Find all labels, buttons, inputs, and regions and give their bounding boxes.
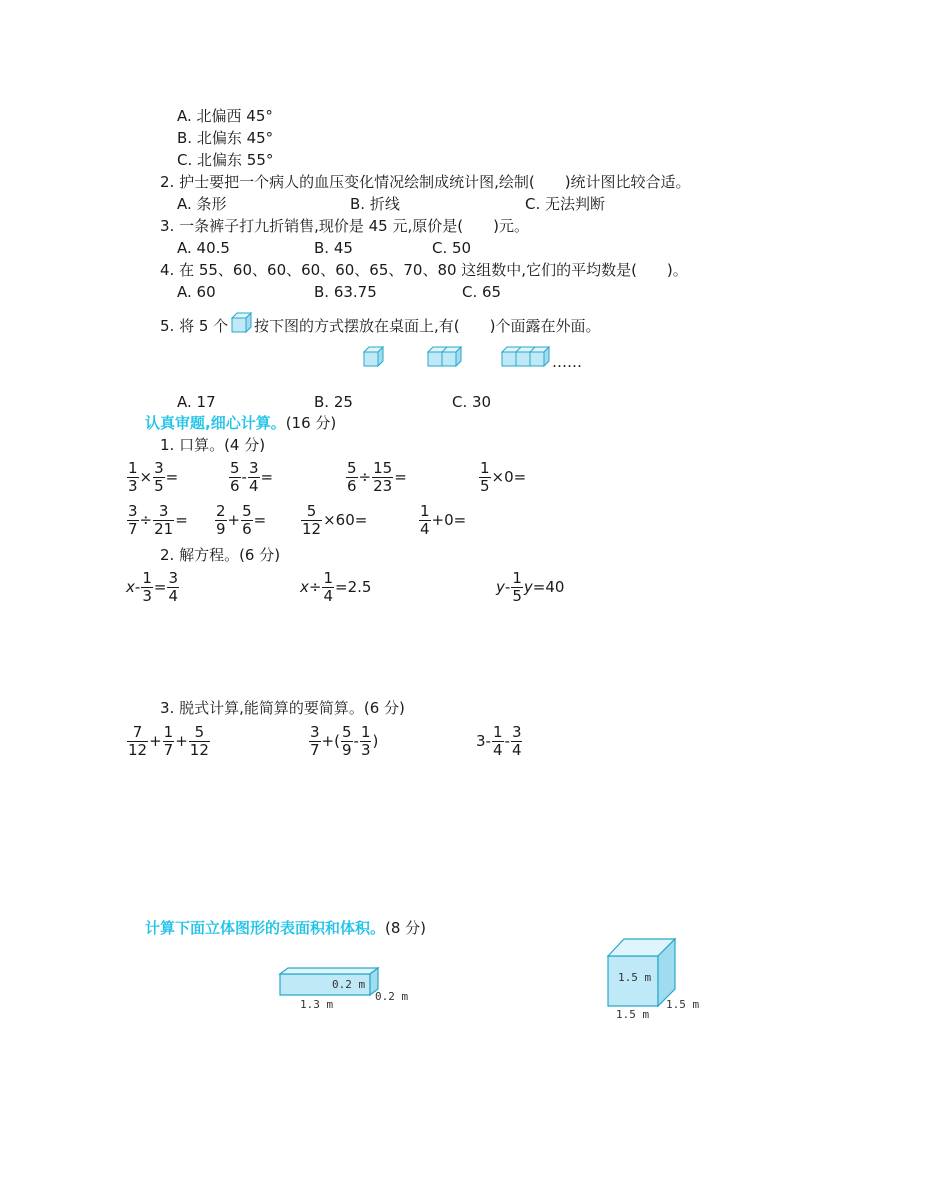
- q5-text-after: 按下图的方式摆放在桌面上,有( )个面露在外面。: [254, 317, 601, 335]
- q5-option-c: C. 30: [452, 393, 492, 411]
- q4-option-a: A. 60: [177, 283, 216, 301]
- cube-figure: [600, 934, 715, 1026]
- oral-expr-3: $\frac{5}{6}$ ÷ $\frac{15}{23}$ =: [347, 459, 407, 495]
- q1-option-c: C. 北偏东 55°: [177, 151, 274, 169]
- q4-option-b: B. 63.75: [314, 283, 377, 301]
- oral-expr-5: $\frac{3}{7}$ ÷ $\frac{3}{21}$ =: [128, 502, 188, 538]
- stepwise-expr-3: 3- $\frac{1}{4}$ - $\frac{3}{4}$: [476, 723, 522, 759]
- section-3-heading: [145, 918, 426, 938]
- section-3-title: 计算下面立体图形的表面积和体积。: [145, 919, 386, 937]
- cuboid-right-label: 0.2 m: [375, 990, 409, 1003]
- q3-option-c: C. 50: [432, 239, 472, 257]
- q4-text: 4. 在 55、60、60、60、60、65、70、80 这组数中,它们的平均数是( )。: [160, 261, 688, 279]
- q5-text-before: 5. 将 5 个: [160, 317, 229, 335]
- oral-expr-1: $\frac{1}{3}$ × $\frac{3}{5}$ =: [128, 459, 179, 495]
- q1-option-b: B. 北偏东 45°: [177, 129, 274, 147]
- q1-option-a: A. 北偏西 45°: [177, 107, 273, 125]
- equation-1: x- $\frac{1}{3}$ = $\frac{3}{4}$: [126, 569, 178, 605]
- section-2-points: (16 分): [285, 414, 337, 432]
- cuboid-figure: [270, 960, 430, 1016]
- cube-bottom-label: 1.5 m: [616, 1008, 650, 1021]
- equation-3: y- $\frac{1}{5}$ y=40: [496, 569, 565, 605]
- cuboid-bottom-label: 1.3 m: [300, 998, 334, 1011]
- three-cubes-figure: [500, 346, 552, 368]
- stepwise-expr-1: $\frac{7}{12}$ + $\frac{1}{7}$ + $\frac{5}{12}$: [128, 723, 209, 759]
- q2-option-c: C. 无法判断: [525, 195, 606, 213]
- oral-expr-6: $\frac{2}{9}$ + $\frac{5}{6}$ =: [216, 502, 267, 538]
- equations-heading: 2. 解方程。(6 分): [160, 546, 281, 564]
- q5-ellipsis: ……: [552, 353, 582, 371]
- oral-expr-8: $\frac{1}{4}$ +0=: [420, 502, 467, 538]
- cube-front-label: 1.5 m: [618, 971, 652, 984]
- section-2-title: 认真审题,细心计算。: [145, 414, 286, 432]
- q5-option-a: A. 17: [177, 393, 216, 411]
- oral-expr-4: $\frac{1}{5}$ ×0=: [480, 459, 527, 495]
- q2-option-a: A. 条形: [177, 195, 227, 213]
- section-3-points: (8 分): [385, 919, 427, 937]
- stepwise-heading: 3. 脱式计算,能简算的要简算。(6 分): [160, 699, 405, 717]
- cube-right-label: 1.5 m: [666, 998, 700, 1011]
- q4-option-c: C. 65: [462, 283, 502, 301]
- q5-option-b: B. 25: [314, 393, 353, 411]
- cuboid-front-label: 0.2 m: [332, 978, 366, 991]
- equation-2: x÷ $\frac{1}{4}$ =2.5: [300, 569, 372, 605]
- q3-text: 3. 一条裤子打九折销售,现价是 45 元,原价是( )元。: [160, 217, 529, 235]
- one-cube-figure: [362, 346, 386, 368]
- oral-heading: 1. 口算。(4 分): [160, 436, 266, 454]
- q3-option-a: A. 40.5: [177, 239, 230, 257]
- oral-expr-2: $\frac{5}{6}$ - $\frac{3}{4}$ =: [230, 459, 274, 495]
- q3-option-b: B. 45: [314, 239, 353, 257]
- q2-text: 2. 护士要把一个病人的血压变化情况绘制成统计图,绘制( )统计图比较合适。: [160, 173, 691, 191]
- q2-option-b: B. 折线: [350, 195, 400, 213]
- two-cubes-figure: [426, 346, 464, 368]
- oral-expr-7: $\frac{5}{12}$ ×60=: [302, 502, 368, 538]
- small-cube-icon: [231, 312, 253, 334]
- section-2-heading: [145, 413, 336, 433]
- stepwise-expr-2: $\frac{3}{7}$ +( $\frac{5}{9}$ - $\frac{1}{3}$ ): [310, 723, 379, 759]
